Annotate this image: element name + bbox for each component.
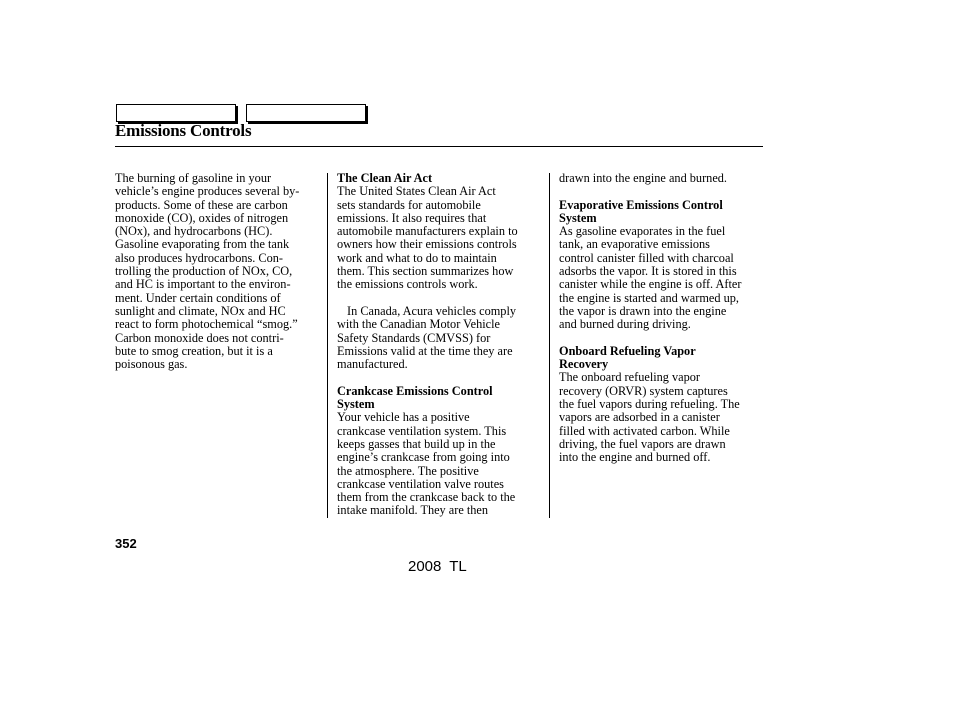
section-title: Emissions Controls [115,121,252,140]
canada-line: In Canada, Acura vehicles comply [347,303,517,318]
intro-line: also produces hydrocarbons. Con- [115,250,284,265]
canada-line: manufactured. [337,357,408,372]
clean-air-act-line: automobile manufacturers explain to [337,224,518,239]
intro-line: bute to smog creation, but it is a [115,343,273,358]
evaporative-line: control canister filled with charcoal [559,250,734,265]
orvr-line: recovery (ORVR) system captures [559,383,728,398]
orvr-line: vapors are adsorbed in a canister [559,410,720,425]
orvr-line: The onboard refueling vapor [559,370,701,385]
intro-line: ment. Under certain conditions of [115,290,281,305]
clean-air-act-line: the emissions controls work. [337,277,478,292]
orvr-line: filled with activated carbon. While [559,423,730,438]
crankcase-line: crankcase ventilation valve routes [337,476,504,491]
chapter-tab-2[interactable] [246,104,366,122]
column-divider [327,173,328,518]
intro-line: and HC is important to the environ- [115,277,291,292]
crankcase-line: the atmosphere. The positive [337,463,479,478]
column-evaporative [559,172,765,465]
crankcase-heading: System [337,397,375,412]
orvr-line: into the engine and burned off. [559,450,711,465]
evaporative-line: adsorbs the vapor. It is stored in this [559,264,737,279]
canada-line: Safety Standards (CMVSS) for [337,330,491,345]
intro-line: vehicle’s engine produces several by- [115,184,300,199]
intro-line: sunlight and climate, NOx and HC [115,303,286,318]
model-footer: 2008 TL [408,558,467,575]
intro-line: (NOx), and hydrocarbons (HC). [115,224,273,239]
crankcase-line: intake manifold. They are then [337,503,489,518]
orvr-line: driving, the fuel vapors are drawn [559,436,726,451]
clean-air-act-line: sets standards for automobile [337,197,481,212]
evaporative-line: tank, an evaporative emissions [559,237,710,252]
clean-air-act-line: The United States Clean Air Act [337,184,496,199]
page-number: 352 [115,536,137,551]
chapter-tab-1[interactable] [116,104,236,122]
clean-air-act-line: emissions. It also requires that [337,210,487,225]
evaporative-line: canister while the engine is off. After [559,277,742,292]
evaporative-line: the engine is started and warmed up, [559,290,739,305]
title-divider [115,146,763,147]
intro-line: Gasoline evaporating from the tank [115,237,290,252]
orvr-heading: Recovery [559,357,609,372]
crankcase-line: Your vehicle has a positive [337,410,470,425]
intro-line: react to form photochemical “smog.” [115,317,298,332]
crankcase-line: crankcase ventilation system. This [337,423,507,438]
evaporative-line: and burned during driving. [559,317,691,332]
evaporative-line: As gasoline evaporates in the fuel [559,224,726,239]
continued-line: drawn into the engine and burned. [559,171,728,185]
clean-air-act-line: work and what to do to maintain [337,250,497,265]
crankcase-line: them from the crankcase back to the [337,490,516,505]
intro-line: monoxide (CO), oxides of nitrogen [115,210,289,225]
intro-line: products. Some of these are carbon [115,197,288,212]
evaporative-line: the vapor is drawn into the engine [559,303,727,318]
canada-line: Emissions valid at the time they are [337,343,513,358]
column-divider [549,173,550,518]
clean-air-act-line: owners how their emissions controls [337,237,517,252]
canada-line: with the Canadian Motor Vehicle [337,317,501,332]
crankcase-line: engine’s crankcase from going into [337,450,510,465]
evaporative-heading: Evaporative Emissions Control [559,197,723,212]
crankcase-line: keeps gasses that build up in the [337,436,496,451]
crankcase-heading: Crankcase Emissions Control [337,383,493,398]
column-clean-air-act [337,172,543,518]
clean-air-act-line: them. This section summarizes how [337,264,514,279]
intro-line: Carbon monoxide does not contri- [115,330,284,345]
orvr-line: the fuel vapors during refueling. The [559,397,740,412]
column-intro [115,172,321,371]
intro-line: trolling the production of NOx, CO, [115,264,293,279]
evaporative-heading: System [559,210,597,225]
clean-air-act-heading: The Clean Air Act [337,171,433,185]
intro-line: poisonous gas. [115,357,188,372]
orvr-heading: Onboard Refueling Vapor [559,343,696,358]
intro-line: The burning of gasoline in your [115,171,272,185]
